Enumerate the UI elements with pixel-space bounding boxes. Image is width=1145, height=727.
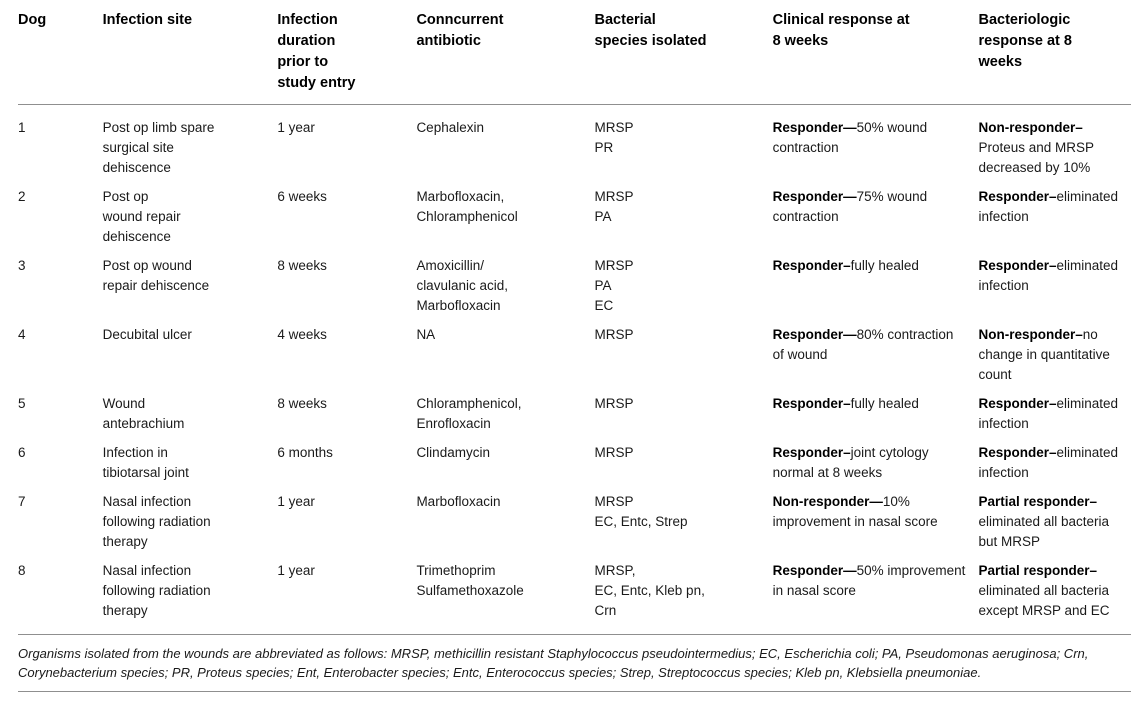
cell-bacterial-species: MRSP PR [594,120,634,155]
cell-dog-number: 4 [18,327,26,342]
cell-bacteriologic-response-status: Responder– [978,445,1057,460]
cell-concurrent-antibiotic: Chloramphenicol, Enrofloxacin [416,396,522,431]
cell-dog-number: 7 [18,494,26,509]
column-header-clinical-response: Clinical response at 8 weeks [773,4,979,105]
cell-clinical-response-status: Responder– [772,396,851,411]
study-results-table [18,4,1131,635]
cell-clinical-response: Non-responder—10% improvement in nasal score [772,494,938,529]
cell-clinical-response: Responder—50% improvement in nasal score [773,561,979,635]
cell-infection-site: Post op limb spare surgical site dehiscence [102,120,215,175]
table-row [18,256,1131,325]
cell-bacteriologic-response: Partial responder–eliminated all bacteria except MRSP and EC [978,561,1131,635]
cell-clinical-response-status: Non-responder— [772,494,883,509]
cell-bacteriologic-response: Responder–eliminated infection [978,258,1119,293]
cell-bacterial-species: MRSP [594,445,634,460]
cell-concurrent-antibiotic: Amoxicillin/ clavulanic acid, Marbofloxacin [416,258,508,313]
cell-bacterial-species: MRSP [594,396,634,411]
cell-dog-number: 1 [18,120,26,135]
cell-bacterial-species: MRSP, EC, Entc, Kleb pn, Crn [595,561,773,635]
cell-clinical-response-status: Responder— [772,563,857,578]
cell-infection-duration: 1 year [277,120,315,135]
cell-bacteriologic-response-status: Responder– [978,396,1057,411]
table-row [18,443,1131,492]
cell-dog-number: 6 [18,445,26,460]
cell-concurrent-antibiotic: NA [416,327,436,342]
cell-bacteriologic-response-status: Partial responder– [978,494,1098,509]
column-header-concurrent-antibiotic: Conncurrent antibiotic [416,4,594,105]
cell-dog-number: 2 [18,189,26,204]
column-header-infection-site: Infection site [103,4,278,105]
cell-concurrent-antibiotic: Marbofloxacin, Chloramphenicol [416,189,518,224]
cell-clinical-response-status: Responder— [772,189,857,204]
cell-concurrent-antibiotic: Marbofloxacin [416,494,501,509]
cell-dog-number: 5 [18,396,26,411]
cell-infection-duration: 1 year [277,494,315,509]
table-row [18,394,1131,443]
cell-clinical-response: Responder–fully healed [772,258,919,273]
cell-infection-duration: 1 year [277,561,416,635]
cell-clinical-response: Responder–fully healed [772,396,919,411]
table-row [18,492,1131,561]
table-row [18,325,1131,394]
header-row [18,4,1131,105]
cell-bacteriologic-response: Non-responder–no change in quantitative count [978,327,1110,382]
cell-bacteriologic-response-status: Non-responder– [978,120,1083,135]
cell-infection-duration: 6 months [277,445,333,460]
cell-infection-duration: 4 weeks [277,327,327,342]
cell-bacteriologic-response: Responder–eliminated infection [978,445,1119,480]
cell-infection-site: Infection in tibiotarsal joint [102,445,189,480]
column-header-bacterial-species: Bacterial species isolated [595,4,773,105]
cell-concurrent-antibiotic: Clindamycin [416,445,490,460]
cell-clinical-response: Responder—80% contraction of wound [772,327,954,362]
cell-infection-site: Nasal infection following radiation therapy [102,494,211,549]
cell-dog-number: 8 [18,561,103,635]
cell-clinical-response-status: Responder– [772,445,851,460]
cell-bacterial-species: MRSP [594,327,634,342]
cell-infection-site: Nasal infection following radiation therapy [103,561,278,635]
column-header-infection-duration: Infection duration prior to study entry [277,4,416,105]
cell-clinical-response: Responder—50% wound contraction [772,120,928,155]
cell-clinical-response: Responder–joint cytology normal at 8 weeks [772,445,929,480]
cell-clinical-response-status: Responder– [772,258,851,273]
cell-clinical-response: Responder—75% wound contraction [772,189,928,224]
cell-concurrent-antibiotic: Cephalexin [416,120,484,135]
cell-bacteriologic-response-status: Responder– [978,189,1057,204]
cell-bacteriologic-response-status: Non-responder– [978,327,1083,342]
cell-bacterial-species: MRSP EC, Entc, Strep [594,494,688,529]
column-header-bacteriologic-response: Bacteriologic response at 8 weeks [978,4,1131,105]
cell-bacterial-species: MRSP PA EC [594,258,634,313]
cell-bacteriologic-response-status: Partial responder– [978,563,1098,578]
column-header-dog: Dog [18,4,103,105]
cell-infection-site: Wound antebrachium [102,396,185,431]
table-row [18,187,1131,256]
cell-dog-number: 3 [18,258,26,273]
table-footnote: Organisms isolated from the wounds are abbreviated as follows: MRSP, methicillin resistant Staphylococcus pseudointermedius; EC, Escherichia coli; PA, Pseudomonas aeruginosa; Crn, Corynebacterium species; PR, Proteus species; Ent, Enterobacter species; Entc, Enterococcus species; Strep, Streptococcus species; Kleb pn, Klebsiella pneumoniae. [18,635,1131,692]
cell-bacterial-species: MRSP PA [594,189,634,224]
table-row [18,105,1131,188]
cell-infection-duration: 8 weeks [277,396,327,411]
cell-clinical-response-status: Responder— [772,120,857,135]
cell-concurrent-antibiotic: Trimethoprim Sulfamethoxazole [416,561,594,635]
cell-infection-site: Decubital ulcer [102,327,192,342]
cell-infection-duration: 8 weeks [277,258,327,273]
cell-bacteriologic-response-status: Responder– [978,258,1057,273]
cell-infection-site: Post op wound repair dehiscence [102,189,181,244]
cell-bacteriologic-response: Responder–eliminated infection [978,189,1119,224]
table-body [18,105,1131,635]
cell-bacteriologic-response: Partial responder–eliminated all bacteria but MRSP [978,494,1110,549]
table-row [18,561,1131,635]
cell-bacteriologic-response: Responder–eliminated infection [978,396,1119,431]
table-header [18,4,1131,105]
cell-bacteriologic-response: Non-responder–Proteus and MRSP decreased by 10% [978,120,1094,175]
cell-clinical-response-status: Responder— [772,327,857,342]
cell-infection-duration: 6 weeks [277,189,327,204]
cell-infection-site: Post op wound repair dehiscence [102,258,210,293]
